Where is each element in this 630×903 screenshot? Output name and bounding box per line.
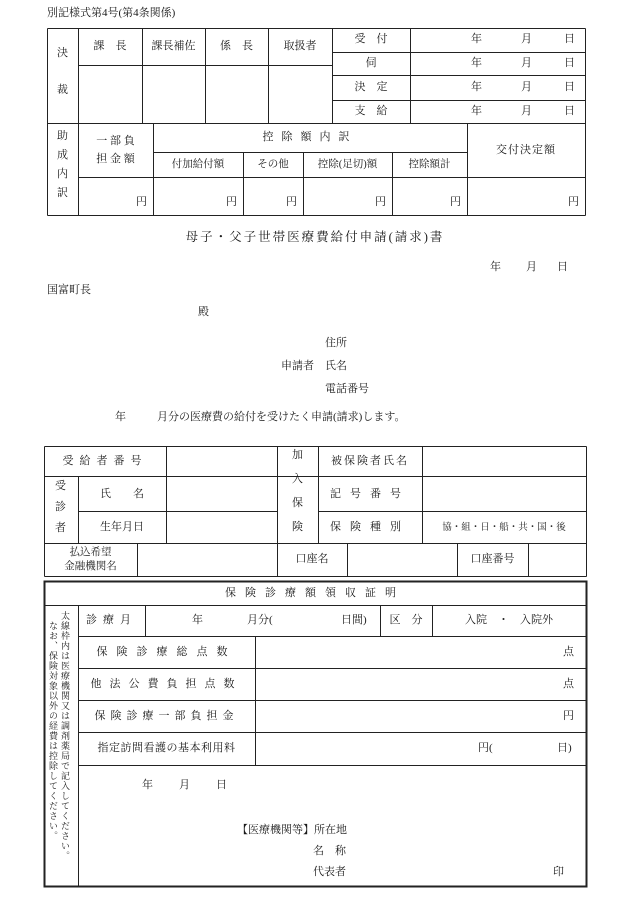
certify-year: 年 <box>142 779 153 791</box>
join-insurance-char-3: 保 <box>292 497 303 509</box>
certify-day: 日 <box>216 779 227 791</box>
total-points-label: 保険診療総点数 <box>96 646 237 658</box>
col-sonota: その他 <box>257 159 289 170</box>
recipient-number-label: 受給者番号 <box>62 455 148 467</box>
account-number-label: 口座番号 <box>470 553 515 565</box>
symbol-number-label: 記号番号 <box>330 488 410 500</box>
visiting-nurse-yen-open: 円( <box>478 742 493 754</box>
copay-label-line1: 一 部 負 <box>96 135 135 147</box>
bank-label-line2: 金融機関名 <box>64 561 117 572</box>
kettei-year: 年 <box>471 81 482 93</box>
treatment-days-close: 日間) <box>341 614 367 626</box>
col-kojokei: 控除額計 <box>408 159 451 170</box>
visiting-nurse-day-close: 日) <box>557 742 572 754</box>
row-label-shikyu: 支 給 <box>354 105 388 117</box>
fukakyufu-yen: 円 <box>226 196 237 208</box>
page-title: 母子・父子世帯医療費給付申請(請求)書 <box>185 230 445 244</box>
mayor-name: 国富町長 <box>47 284 91 296</box>
approval-col-kakaricho: 係 長 <box>220 40 253 52</box>
medical-institution-rep-label: 代表者 <box>313 866 346 878</box>
total-points-unit: 点 <box>563 646 574 658</box>
shikyu-year: 年 <box>471 105 482 117</box>
category-value: 入院 ・ 入院外 <box>465 614 553 626</box>
medical-institution-location-label: 【医療機関等】所在地 <box>237 824 347 836</box>
letter-year: 年 <box>490 261 501 273</box>
dono-honorific: 殿 <box>198 306 209 318</box>
category-label: 区 分 <box>389 614 423 626</box>
public-expense-points-unit: 点 <box>563 678 574 690</box>
insured-name-label: 被保険者氏名 <box>331 455 409 467</box>
treatment-month-label: 診療月 <box>86 614 137 626</box>
visiting-nurse-fee-label: 指定訪問看護の基本利用料 <box>97 742 236 754</box>
approval-label-char-1: 決 <box>57 47 68 59</box>
col-fukakyufu: 付加給付額 <box>171 159 225 170</box>
approval-label-char-2: 裁 <box>57 84 68 96</box>
subsidy-label-char-3: 内 <box>57 168 68 180</box>
patient-name-label: 氏 名 <box>100 488 144 500</box>
applicant-address-label: 住所 <box>325 337 347 349</box>
copay-label-line2: 担 金 額 <box>96 153 135 165</box>
shikyu-day: 日 <box>564 105 575 117</box>
kettei-month: 月 <box>521 81 532 93</box>
grant-decision-label: 交付決定額 <box>496 144 556 156</box>
letter-month: 月 <box>526 261 537 273</box>
applicant-phone-label: 電話番号 <box>325 383 369 395</box>
row-label-uketsuke: 受 付 <box>354 33 388 45</box>
ukagai-month: 月 <box>521 57 532 69</box>
subsidy-label-char-4: 訳 <box>57 187 68 199</box>
approval-col-toriatsukaisha: 取扱者 <box>283 40 317 52</box>
join-insurance-char-1: 加 <box>292 449 303 461</box>
form-number-note: 別記様式第4号(第4条関係) <box>47 7 176 19</box>
insurance-type-label: 保険種別 <box>330 521 410 533</box>
row-label-kettei: 決 定 <box>354 81 388 93</box>
kojo-ashikiri-yen: 円 <box>375 196 386 208</box>
receipt-note-line1: 太線枠内は医療機関又は調剤薬局で記入してください。 <box>60 611 70 861</box>
approval-col-kacho: 課 長 <box>93 40 127 52</box>
uketsuke-day: 日 <box>564 33 575 45</box>
join-insurance-char-4: 険 <box>292 521 303 533</box>
row-label-ukagai: 伺 <box>365 57 377 69</box>
ukagai-year: 年 <box>471 57 482 69</box>
ukagai-day: 日 <box>564 57 575 69</box>
applicant-label: 申請者 <box>281 360 314 372</box>
copayment-unit: 円 <box>563 710 574 722</box>
subsidy-label-char-2: 成 <box>57 149 68 161</box>
account-name-label: 口座名 <box>295 553 329 565</box>
copay-yen: 円 <box>136 196 147 208</box>
subsidy-label-char-1: 助 <box>57 130 68 142</box>
request-sentence: 月分の医療費の給付を受けたく申請(請求)します。 <box>157 411 406 423</box>
copayment-label: 保険診療一部負担金 <box>94 710 239 722</box>
certify-month: 月 <box>179 779 190 791</box>
kojokei-yen: 円 <box>450 196 461 208</box>
kettei-day: 日 <box>564 81 575 93</box>
approval-col-kachohosa: 課長補佐 <box>151 40 196 52</box>
letter-day: 日 <box>557 261 568 273</box>
shikyu-month: 月 <box>521 105 532 117</box>
seal-mark: 印 <box>553 866 564 878</box>
patient-birth-label: 生年月日 <box>100 521 144 533</box>
receipt-title: 保険診療額領収証明 <box>225 587 405 599</box>
request-year: 年 <box>115 411 126 423</box>
treatment-year-unit: 年 <box>192 614 203 626</box>
insurance-type-options: 協・組・日・船・共・国・後 <box>442 523 566 533</box>
patient-char-1: 受 <box>55 480 66 492</box>
sonota-yen: 円 <box>286 196 297 208</box>
bank-label-line1: 払込希望 <box>69 547 112 558</box>
patient-char-2: 診 <box>55 501 66 513</box>
patient-char-3: 者 <box>55 522 66 534</box>
deduction-header: 控除額内訳 <box>262 131 358 143</box>
treatment-month-open: 月分( <box>247 614 273 626</box>
public-expense-points-label: 他法公費負担点数 <box>90 678 243 690</box>
medical-institution-name-label: 名 称 <box>313 845 346 857</box>
receipt-note-line2: なお、保険対象以外の経費は控除してください。 <box>48 621 58 841</box>
grant-yen: 円 <box>568 196 579 208</box>
uketsuke-year: 年 <box>471 33 482 45</box>
uketsuke-month: 月 <box>521 33 532 45</box>
join-insurance-char-2: 入 <box>292 473 303 485</box>
col-kojo-ashikiri: 控除(足切)額 <box>317 159 378 170</box>
applicant-name-label: 氏名 <box>325 360 347 372</box>
